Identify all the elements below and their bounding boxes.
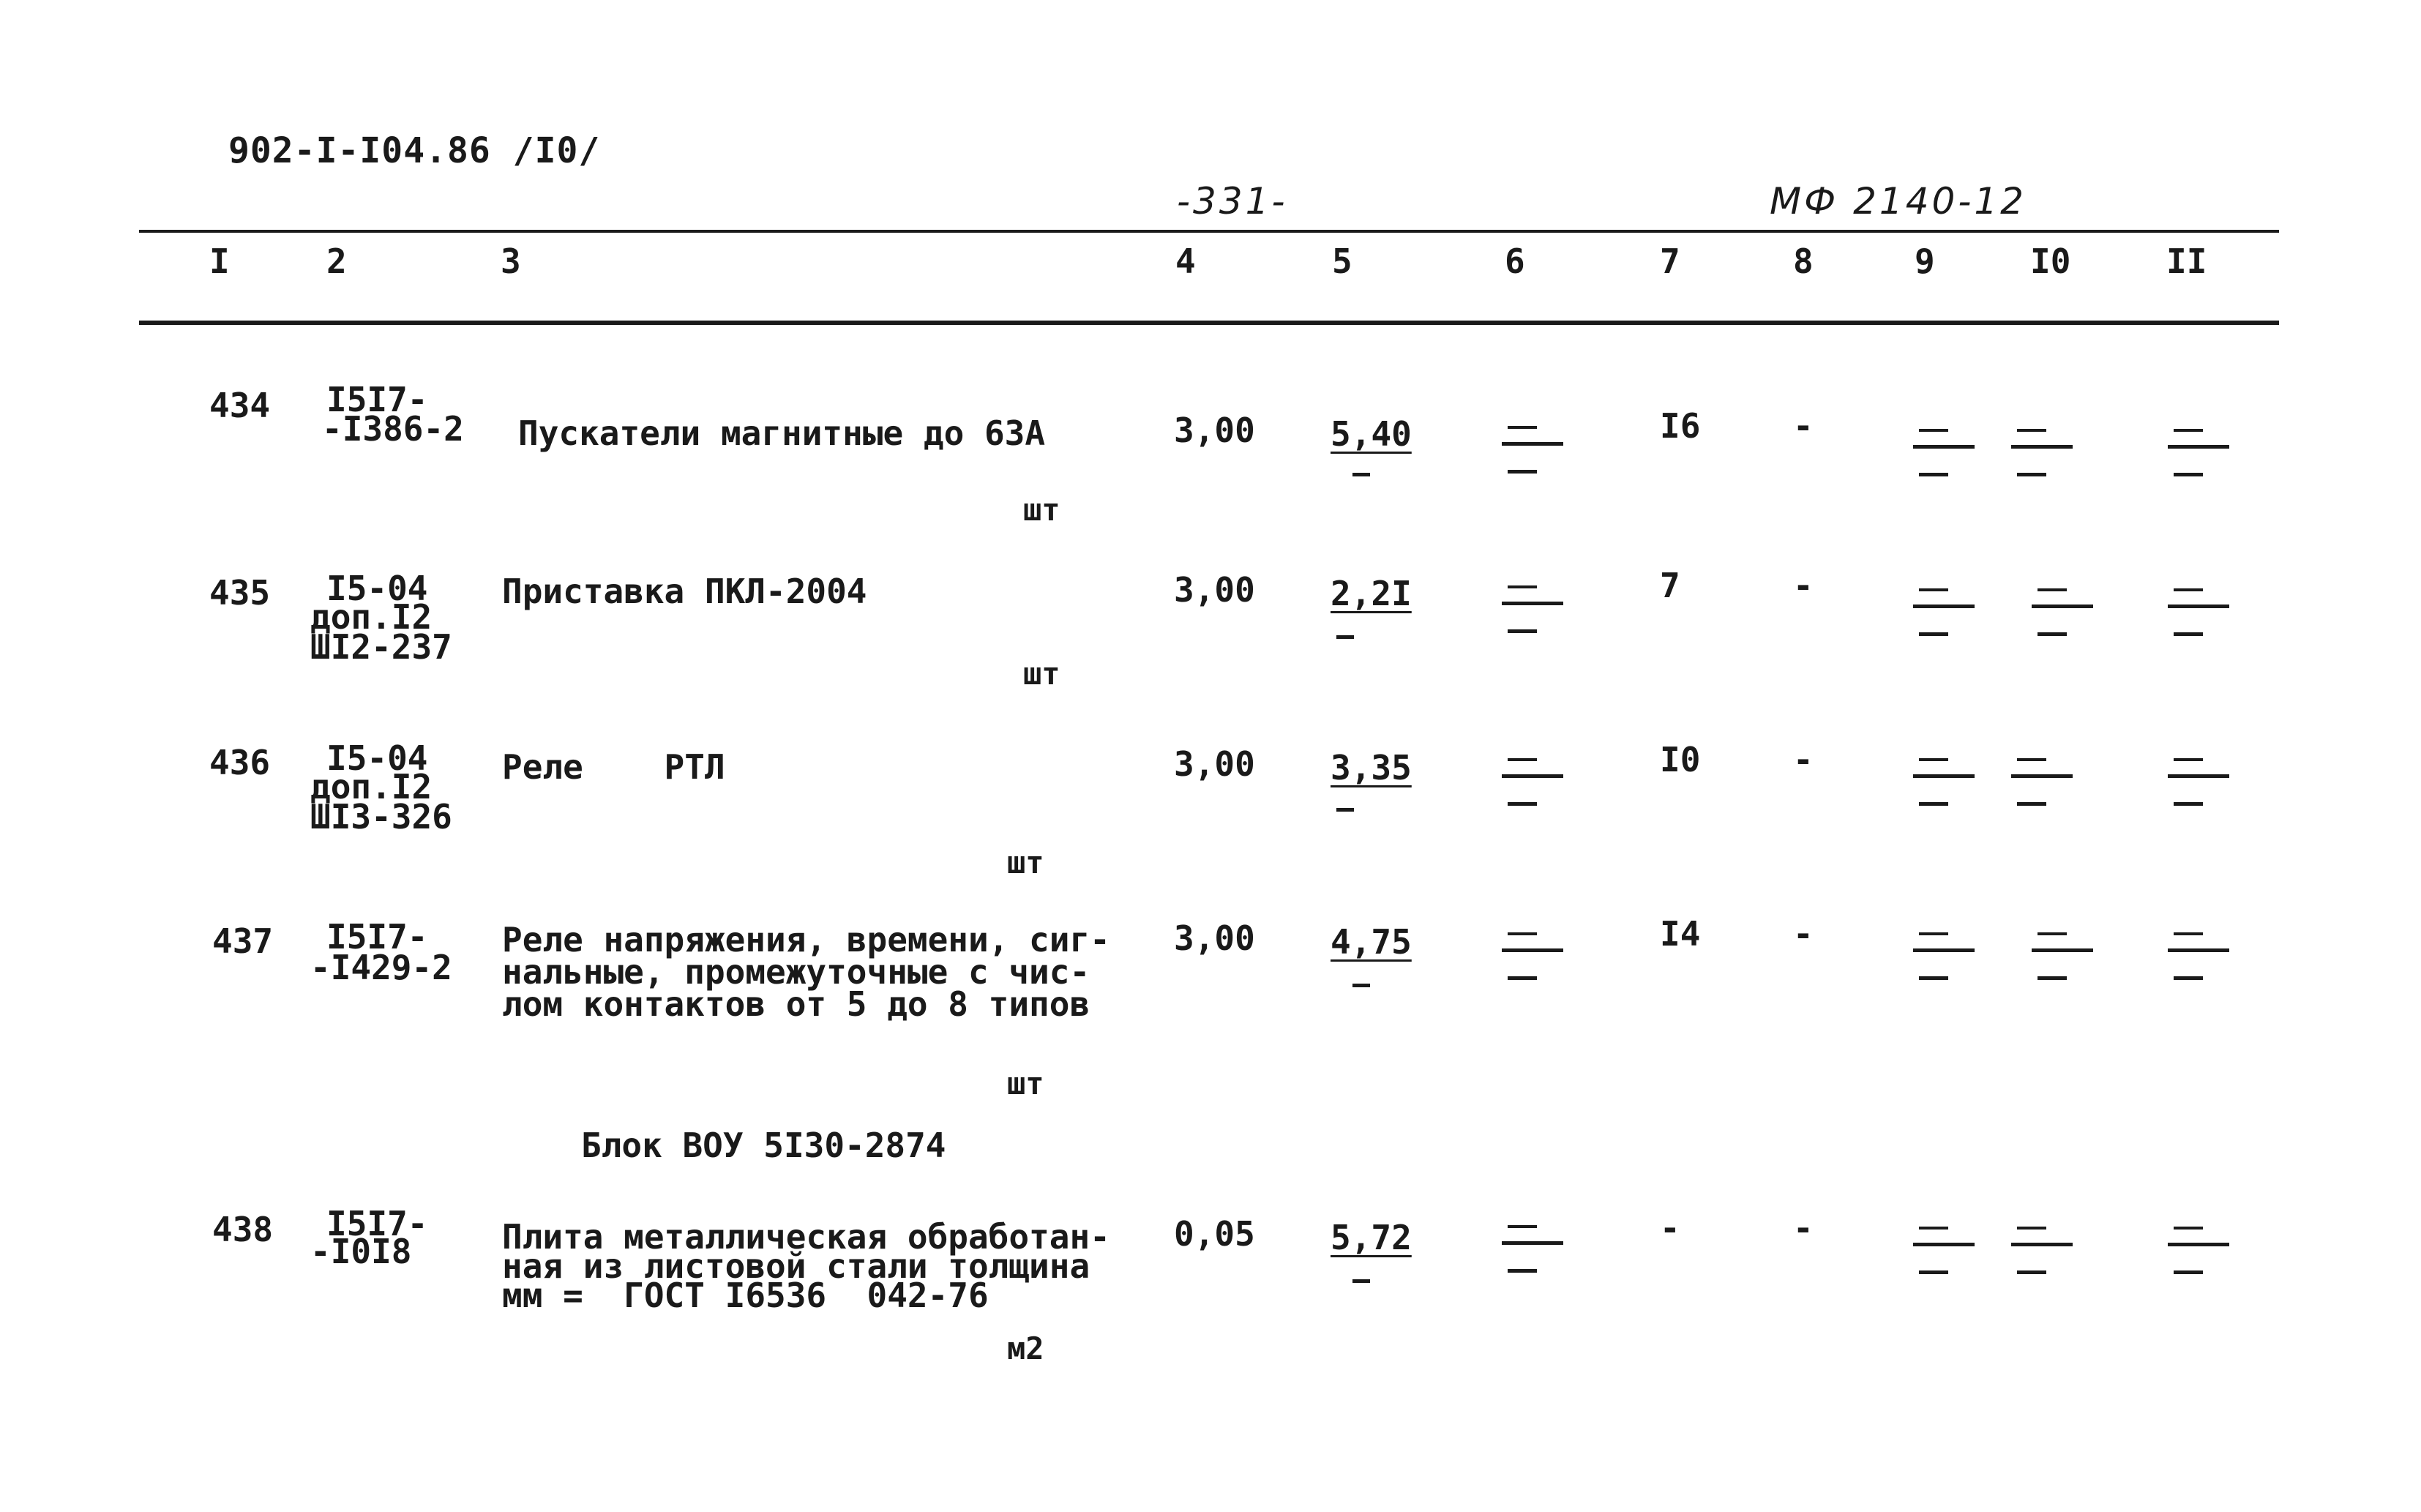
row-number: 437 — [212, 921, 274, 961]
empty-fraction-6 — [1502, 758, 1568, 824]
empty-fraction-9 — [1913, 932, 1979, 998]
document-code: 902-I-I04.86 /I0/ — [228, 130, 601, 171]
code-line: доп.I2 — [310, 597, 433, 637]
row-number: 438 — [212, 1210, 274, 1249]
unit-label: шт — [1007, 845, 1044, 880]
code-line: -I0I8 — [310, 1232, 412, 1271]
quantity: 0,05 — [1174, 1214, 1255, 1254]
quantity: 3,00 — [1174, 744, 1255, 784]
code-line: ШI3-326 — [310, 797, 452, 837]
table-top-rule — [139, 230, 2279, 233]
unit-label: шт — [1023, 656, 1060, 692]
price-sub-dash — [1336, 808, 1354, 812]
unit-label: шт — [1023, 492, 1060, 528]
empty-fraction-10 — [2032, 588, 2098, 654]
unit-label: м2 — [1007, 1331, 1044, 1366]
code-line: ШI2-237 — [310, 627, 452, 667]
code-line: -I429-2 — [310, 948, 452, 987]
code-line: I5I7- — [326, 1204, 428, 1243]
column-8-value: - — [1793, 1208, 1814, 1248]
column-7-value: - — [1660, 1208, 1680, 1248]
empty-fraction-10 — [2011, 429, 2077, 495]
column-7-value: 7 — [1660, 566, 1680, 605]
empty-fraction-9 — [1913, 1227, 1979, 1292]
price-sub-dash — [1352, 1279, 1370, 1283]
column-7-value: I4 — [1660, 914, 1701, 954]
sheet-stamp: МФ 2140-12 — [1770, 180, 2027, 222]
empty-fraction-10 — [2011, 1227, 2077, 1292]
quantity: 3,00 — [1174, 918, 1255, 958]
column-header: 9 — [1915, 242, 1935, 281]
column-header: II — [2166, 242, 2207, 281]
unit-price: 3,35 — [1331, 748, 1412, 787]
empty-fraction-6 — [1502, 932, 1568, 998]
empty-fraction-11 — [2168, 1227, 2234, 1292]
empty-fraction-10 — [2032, 932, 2098, 998]
column-8-value: - — [1793, 914, 1814, 954]
row-number: 434 — [209, 386, 271, 425]
column-header: 8 — [1793, 242, 1814, 281]
unit-price: 5,72 — [1331, 1218, 1412, 1257]
code-line: I5-04 — [326, 738, 428, 778]
item-description: Пускатели магнитные до 63А — [518, 413, 1046, 453]
column-8-value: - — [1793, 406, 1814, 446]
empty-fraction-9 — [1913, 758, 1979, 824]
empty-fraction-6 — [1502, 585, 1568, 651]
item-description: Реле РТЛ — [502, 747, 725, 787]
unit-label: шт — [1007, 1066, 1044, 1101]
column-header: 7 — [1660, 242, 1680, 281]
price-sub-dash — [1352, 984, 1370, 987]
code-line: I5I7- — [326, 380, 428, 419]
column-8-value: - — [1793, 740, 1814, 779]
column-header: I0 — [2030, 242, 2071, 281]
code-line: I5I7- — [326, 917, 428, 957]
price-sub-dash — [1336, 635, 1354, 639]
empty-fraction-11 — [2168, 932, 2234, 998]
unit-price: 5,40 — [1331, 414, 1412, 454]
page-number: -331- — [1177, 180, 1288, 222]
empty-fraction-11 — [2168, 758, 2234, 824]
empty-fraction-9 — [1913, 429, 1979, 495]
row-number: 435 — [209, 573, 271, 613]
empty-fraction-6 — [1502, 426, 1568, 492]
quantity: 3,00 — [1174, 411, 1255, 450]
empty-fraction-10 — [2011, 758, 2077, 824]
column-header: 2 — [326, 242, 347, 281]
column-header: 4 — [1175, 242, 1196, 281]
code-line: доп.I2 — [310, 767, 433, 806]
price-sub-dash — [1352, 473, 1370, 476]
unit-price: 4,75 — [1331, 922, 1412, 962]
item-description: Реле напряжения, времени, сиг- нальные, промежуточные с чис- лом контактов от 5 до 8 типов — [502, 920, 1110, 1024]
unit-price: 2,2I — [1331, 574, 1412, 613]
column-header: 5 — [1332, 242, 1352, 281]
code-line: I5-04 — [326, 569, 428, 608]
section-title: Блок ВОУ 5I30-2874 — [581, 1126, 946, 1165]
item-description: Приставка ПКЛ-2004 — [502, 572, 867, 611]
code-line: -I386-2 — [322, 409, 464, 449]
column-header: 6 — [1505, 242, 1525, 281]
row-number: 436 — [209, 743, 271, 782]
column-header: I — [209, 242, 230, 281]
column-header: 3 — [501, 242, 521, 281]
item-description: Плита металлическая обработан- ная из листовой стали толщина мм = ГОСТ I6536 042-76 — [502, 1217, 1110, 1315]
column-7-value: I0 — [1660, 740, 1701, 779]
empty-fraction-11 — [2168, 429, 2234, 495]
empty-fraction-6 — [1502, 1225, 1568, 1291]
empty-fraction-9 — [1913, 588, 1979, 654]
column-7-value: I6 — [1660, 406, 1701, 446]
table-header-rule — [139, 321, 2279, 325]
quantity: 3,00 — [1174, 570, 1255, 610]
column-8-value: - — [1793, 566, 1814, 605]
empty-fraction-11 — [2168, 588, 2234, 654]
